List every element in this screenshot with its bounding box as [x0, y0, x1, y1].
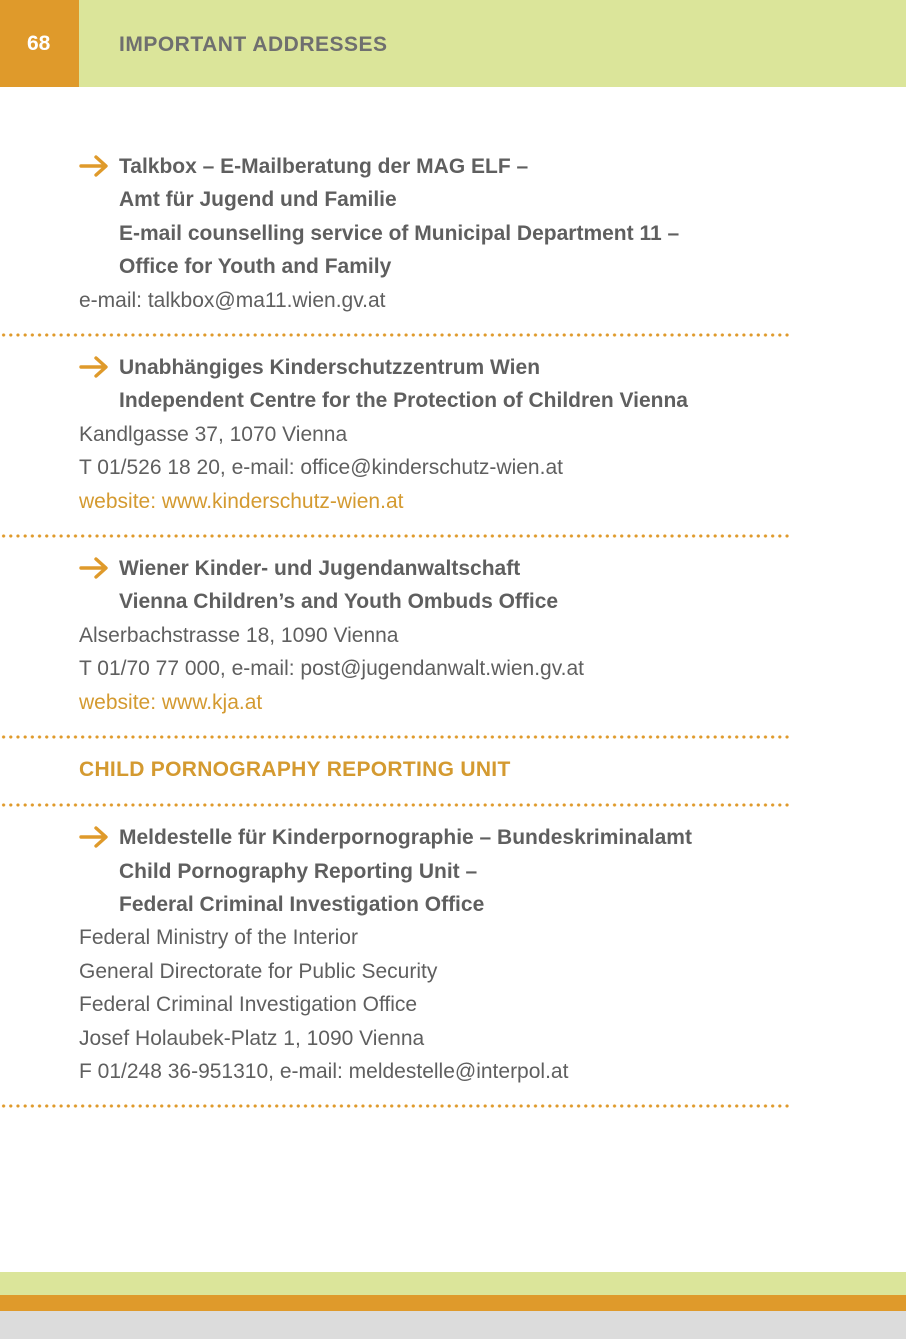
- entry-title-line: Meldestelle für Kinderpornographie – Bundeskriminalamt: [119, 826, 692, 850]
- entry-contact: T 01/526 18 20, e-mail: office@kinderschutz-wien.at: [79, 456, 563, 480]
- entry-title-line: E-mail counselling service of Municipal Department 11 –: [119, 221, 680, 245]
- entry-title-line: Child Pornography Reporting Unit –: [119, 859, 478, 883]
- dotted-divider: [0, 534, 790, 538]
- footer-band-grey: [0, 1311, 906, 1339]
- entry-title-line: Office for Youth and Family: [119, 255, 392, 279]
- address-entry-talkbox: [0, 150, 906, 317]
- dotted-divider: [0, 803, 790, 807]
- section-heading: CHILD PORNOGRAPHY REPORTING UNIT: [79, 758, 511, 782]
- address-entry-meldestelle: [0, 821, 906, 1088]
- page-number: 68: [0, 0, 79, 87]
- entry-title-line: Unabhängiges Kinderschutzzentrum Wien: [119, 356, 541, 380]
- entry-title-line: Wiener Kinder- und Jugendanwaltschaft: [119, 557, 521, 581]
- entry-contact: T 01/70 77 000, e-mail: post@jugendanwalt.wien.gv.at: [79, 657, 585, 681]
- footer-band-orange: [0, 1295, 906, 1311]
- arrow-right-icon: [79, 556, 111, 580]
- dotted-divider: [0, 1104, 790, 1108]
- entry-title-line: Federal Criminal Investigation Office: [119, 892, 485, 916]
- entry-title-line: Amt für Jugend und Familie: [119, 188, 397, 212]
- page-header: [0, 0, 906, 87]
- entry-title-line: Vienna Children’s and Youth Ombuds Office: [119, 590, 559, 614]
- entry-contact: F 01/248 36-951310, e-mail: meldestelle@interpol.at: [79, 1059, 569, 1083]
- entry-website-link[interactable]: website: www.kinderschutz-wien.at: [79, 489, 404, 513]
- entry-address: Alserbachstrasse 18, 1090 Vienna: [79, 623, 399, 647]
- address-entry-kinderschutz: [0, 351, 906, 518]
- page-title: IMPORTANT ADDRESSES: [119, 33, 388, 56]
- entry-title: [79, 552, 906, 619]
- entry-email: e-mail: talkbox@ma11.wien.gv.at: [79, 288, 386, 312]
- arrow-right-icon: [79, 154, 111, 178]
- entry-title: [79, 821, 906, 921]
- address-entry-jugendanwaltschaft: [0, 552, 906, 719]
- entry-address: Josef Holaubek-Platz 1, 1090 Vienna: [79, 1026, 425, 1050]
- dotted-divider: [0, 735, 790, 739]
- entry-title-line: Independent Centre for the Protection of Children Vienna: [119, 389, 688, 413]
- entry-website-link[interactable]: website: www.kja.at: [79, 690, 263, 714]
- entry-title: [79, 150, 906, 284]
- entry-address: Kandlgasse 37, 1070 Vienna: [79, 422, 348, 446]
- entry-line: General Directorate for Public Security: [79, 959, 438, 983]
- footer-band-green: [0, 1272, 906, 1295]
- entry-title: [79, 351, 906, 418]
- arrow-right-icon: [79, 825, 111, 849]
- address-list: [0, 150, 906, 1122]
- dotted-divider: [0, 333, 790, 337]
- entry-line: Federal Ministry of the Interior: [79, 926, 358, 950]
- arrow-right-icon: [79, 355, 111, 379]
- entry-title-line: Talkbox – E-Mailberatung der MAG ELF –: [119, 155, 529, 178]
- entry-line: Federal Criminal Investigation Office: [79, 993, 418, 1017]
